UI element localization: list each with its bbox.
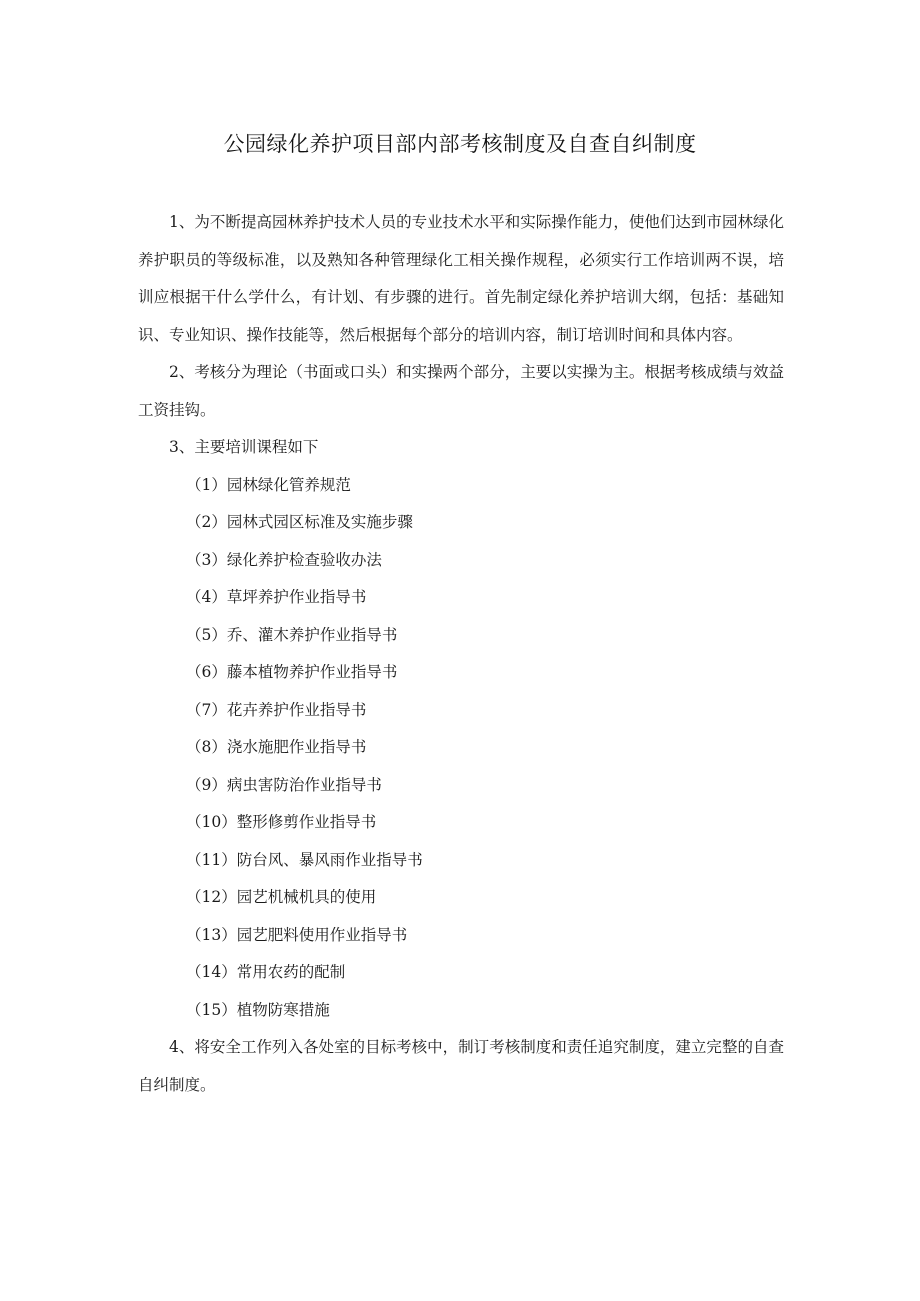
course-item: （11）防台风、暴风雨作业指导书	[186, 850, 423, 869]
course-item: （6）藤本植物养护作业指导书	[186, 663, 398, 681]
paragraph-courses-heading: 3、主要培训课程如下	[169, 438, 319, 456]
course-item: （4）草坪养护作业指导书	[186, 588, 367, 606]
course-item: （3）绿化养护检查验收办法	[186, 550, 382, 569]
course-list	[138, 467, 784, 1030]
paragraph-training: 1、为不断提高园林养护技术人员的专业技术水平和实际操作能力，使他们达到市园林绿化养护职员的等级标准，以及熟知各种管理绿化工相关操作规程，必须实行工作培训两不误，培训应根据干什么学什么，有计划、有步骤的进行。首先制定绿化养护培训大纲，包括：基础知识、专业知识、操作技能等，然后根据每个部分的培训内容，制订培训时间和具体内容。	[138, 213, 784, 344]
course-item: （5）乔、灌木养护作业指导书	[186, 625, 398, 644]
course-item: （12）园艺机械机具的使用	[186, 888, 377, 906]
course-item: （1）园林绿化管养规范	[186, 475, 351, 494]
course-item: （15）植物防寒措施	[186, 1000, 330, 1019]
course-item: （7）花卉养护作业指导书	[186, 700, 367, 719]
course-item: （2）园林式园区标准及实施步骤	[186, 513, 413, 531]
paragraph-safety: 4、将安全工作列入各处室的目标考核中，制订考核制度和责任追究制度，建立完整的自查自纠制度。	[138, 1038, 784, 1094]
course-item: （14）常用农药的配制	[186, 963, 346, 981]
document-body	[138, 204, 784, 1104]
course-item: （9）病虫害防治作业指导书	[186, 775, 382, 794]
course-item: （8）浇水施肥作业指导书	[186, 738, 367, 756]
document-title: 公园绿化养护项目部内部考核制度及自查自纠制度	[223, 132, 697, 156]
paragraph-assessment: 2、考核分为理论（书面或口头）和实操两个部分，主要以实操为主。根据考核成绩与效益工资挂钩。	[138, 363, 784, 419]
course-item: （13）园艺肥料使用作业指导书	[186, 925, 408, 944]
course-item: （10）整形修剪作业指导书	[186, 813, 377, 831]
